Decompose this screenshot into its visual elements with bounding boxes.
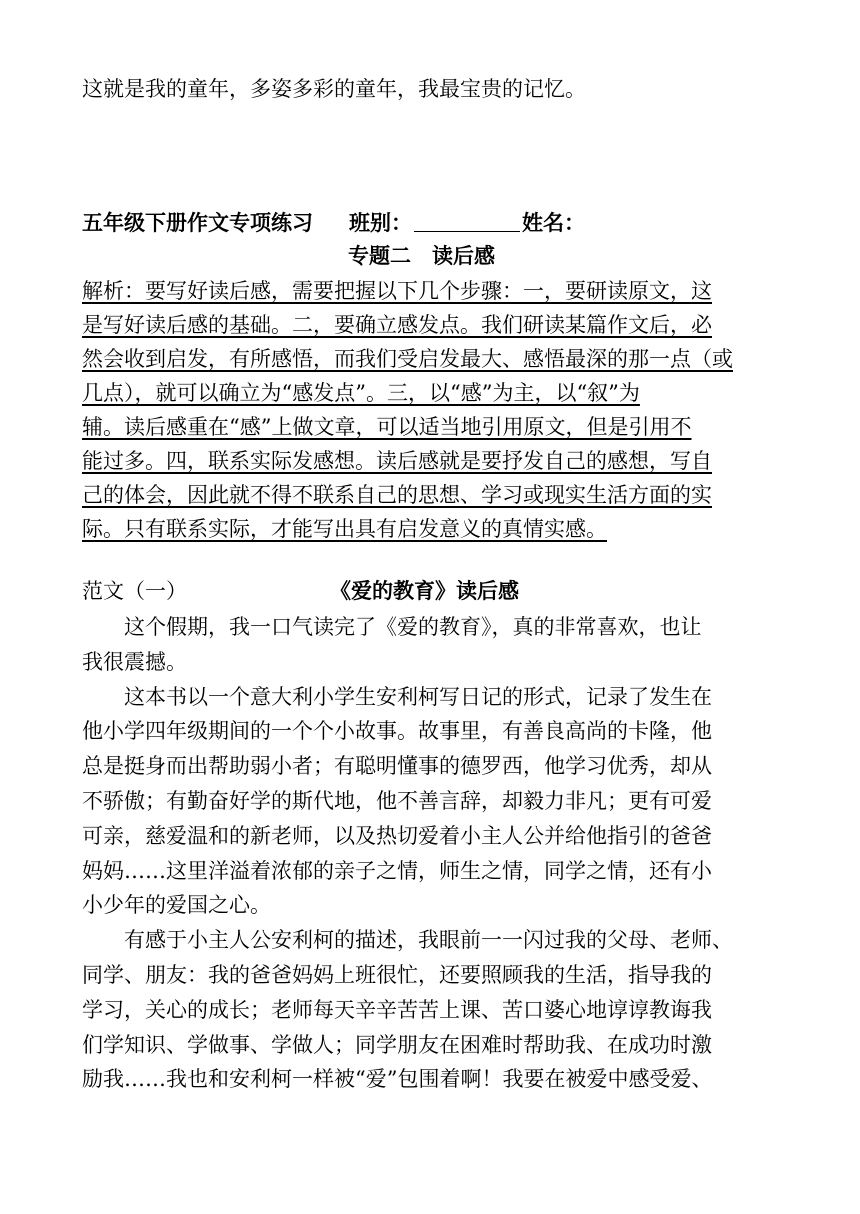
body-line: 妈妈……这里洋溢着浓郁的亲子之情，师生之情，同学之情，还有小 — [82, 858, 712, 883]
body-line: 同学、朋友：我的爸爸妈妈上班很忙，还要照顾我的生活，指导我的 — [82, 962, 712, 987]
analysis-line: 几点），就可以确立为“感发点”。三，以“感”为主，以“叙”为 — [82, 381, 640, 405]
analysis-line: 然会收到启发，有所感悟，而我们受启发最大、感悟最深的那一点（或 — [82, 347, 733, 371]
analysis-line: 辅。读后感重在“感”上做文章，可以适当地引用原文，但是引用不 — [82, 415, 692, 439]
class-blank-field[interactable] — [414, 211, 520, 232]
body-line: 不骄傲；有勤奋好学的斯代地，他不善言辞，却毅力非凡；更有可爱 — [82, 788, 712, 813]
body-line: 总是挺身而出帮助弱小者；有聪明懂事的德罗西，他学习优秀，却从 — [82, 754, 712, 779]
body-line: 这个假期，我一口气读完了《爱的教育》，真的非常喜欢，也让 — [82, 615, 702, 639]
body-line: 学习，关心的成长；老师每天辛辛苦苦上课、苦口婆心地谆谆教诲我 — [82, 997, 712, 1022]
name-label: 姓名： — [522, 211, 585, 235]
analysis-section — [82, 274, 782, 546]
body-line: 我很震撼。 — [82, 649, 187, 674]
sample-label: 范文（一） — [82, 579, 187, 603]
analysis-line: 己的体会，因此就不得不联系自己的思想、学习或现实生活方面的实 — [82, 483, 712, 507]
body-line: 小少年的爱国之心。 — [82, 893, 271, 918]
body-line: 这本书以一个意大利小学生安利柯写日记的形式，记录了发生在 — [82, 684, 712, 709]
intro-line: 这就是我的童年，多姿多彩的童年，我最宝贵的记忆。 — [82, 77, 586, 101]
analysis-line: 际。只有联系实际，才能写出具有启发意义的真情实感。 — [82, 517, 607, 541]
class-label: 班别： — [349, 211, 412, 235]
body-line: 有感于小主人公安利柯的描述，我眼前一一闪过我的父母、老师、 — [82, 928, 733, 953]
worksheet-title: 五年级下册作文专项练习 — [82, 211, 313, 235]
body-line: 可亲，慈爱温和的新老师，以及热切爱着小主人公并给他指引的爸爸 — [82, 823, 712, 848]
body-line: 他小学四年级期间的一个个小故事。故事里，有善良高尚的卡隆，他 — [82, 719, 712, 744]
sample-title: 《爱的教育》读后感 — [330, 579, 519, 603]
topic-title: 专题二 读后感 — [348, 244, 495, 268]
analysis-line: 解析：要写好读后感，需要把握以下几个步骤：一，要研读原文，这 — [82, 279, 712, 303]
analysis-line: 能过多。四，联系实际发感想。读后感就是要抒发自己的感想，写自 — [82, 449, 712, 473]
worksheet-header — [82, 208, 585, 238]
body-line: 励我……我也和安利柯一样被“爱”包围着啊！我要在被爱中感受爱、 — [82, 1067, 713, 1092]
body-line: 们学知识、学做事、学做人；同学朋友在困难时帮助我、在成功时激 — [82, 1032, 712, 1057]
sample-body — [82, 610, 782, 1097]
analysis-line: 是写好读后感的基础。二，要确立感发点。我们研读某篇作文后，必 — [82, 313, 712, 337]
